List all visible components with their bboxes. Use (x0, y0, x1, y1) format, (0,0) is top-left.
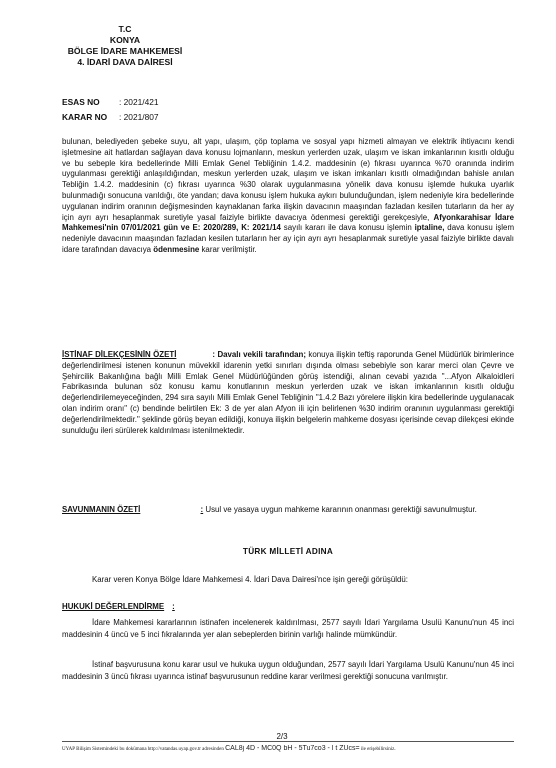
case-numbers (62, 97, 262, 123)
istinaf-paragraph (62, 350, 514, 436)
hukuki-paragraph-2 (62, 659, 514, 683)
karar-veren-line: Karar veren Konya Bölge İdare Mahkemesi 4. İdari Dava Dairesi'nce işin gereği görüşüldü: (92, 575, 408, 584)
p1-text3: dava konusu işlem nedeniyle davacının maaşından fazladan kesilen tutarların her ay için ayrı ayrı hesaplanmak suretiyle yasal faiziyle birlikte davalı idare tarafından davacıya (62, 223, 515, 254)
hukuki-heading-text: HUKUKİ DEĞERLENDİRME (62, 602, 165, 611)
savunma-paragraph (62, 505, 514, 516)
p1-text2: sayılı kararı ile dava konusu işlemin (280, 223, 415, 233)
istinaf-party: Davalı vekili tarafından; (217, 350, 306, 359)
istinaf-heading: İSTİNAF DİLEKÇESİNİN ÖZETİ (62, 350, 177, 359)
karar-row (62, 112, 262, 123)
hukuki-paragraph-1 (62, 617, 514, 641)
hukuki-colon: : (172, 602, 175, 611)
p1-text: bulunan, belediyeden şebeke suyu, alt yapı, ulaşım, çöp toplama ve sosyal yapı hizmeti almayan ve elektrik ihtiyacını kendi işletmesine ait hatlardan sağlayan dava konusu lojmanların, meskun yerlerden uzak, ulaşım ve iskan imkanlarının kısıtlı olduğu ve bu sebeple kira bedellerinde Milli Emlak Genel Tebliğinin 1.4.2. maddesinin (e) fıkrası uyarınca %70 oranında indirim uygulanması gerektiği anlaşıldığından, meskun yerlerden uzak, ulaşım ve iskan imkanları kısıtlı olmadığından bahisle anılan Tebliğin 1.4.2. maddesinin (c) fıkrası uyarınca %30 olarak uygulanmasına yönelik dava konusu işlemde hukuka uyarlık bulunmadığı sonucuna varıldığı, öte yandan; dava konusu işlem hukuka aykırı bulunduğundan, işlem nedeniyle kira bedellerinde uygulanan indirim oranının değişmesinden kaynaklanan farka ilişkin davacının maaşından fazladan kesilen tutarların da her ay için ayrı ayrı hesaplanmak suretiyle yasal faiziyle birlikte davacıya ödenmesi gerektiği gerekçesiyle, (62, 137, 514, 222)
istinaf-text: konuya ilişkin teftiş raporunda Genel Müdürlük birimlerince değerlendirilmesi istenen konunun müvekkil idarenin yetki sınırları dışında olması sebebiyle son karar merci olan Çevre ve Şehircilik Bakanlığına bağlı Milli Emlak Genel Müdürlüğünden görüş istendiği, alınan cevabi yazıda "...Afyon Alkaloidleri Fabrikasında bulunan söz konusu kamu konutlarının meskun yerlerden uzak ve iskan imkanlarının kısıtlı olduğu değerlendirilemeyeceğinden, 294 sıra sayılı Milli Emlak Genel Tebliğinin "1.4.2 Bazı yörelere ilişkin kira bedellerinde uygulanacak olan indirim oranı" (c) bendinde belirtilen Ek: 3 de yer alan Afyon ili için belirlenen %30 indirim oranının uygulanması gerektiği değerlendirilmektedir." şeklinde görüş beyan edildiği, konuya ilişkin belgelerin mahkeme dosyası içerisinde cevap dilekçesi ekinde sunulduğu ileri sürülerek kaldırılması istenilmektedir. (62, 350, 514, 435)
hukuki-p1: İdare Mahkemesi kararlarının istinafen incelenerek kaldırılması, 2577 sayılı İdari Yargılama Usulü Kanunu'nun 45 inci maddesinin 4 üncü ve 5 inci fıkralarında yer alan sebeplerden birinin varlığı halinde mümkündür. (62, 618, 514, 639)
footer-text-end: ile erişebilirsiniz. (360, 747, 396, 752)
footer-code: CAL8j 4D - MC0Q bH - 5Tu7co3 - l t ZUcs= (225, 745, 360, 752)
esas-row (62, 97, 262, 108)
savunma-heading: SAVUNMANIN ÖZETİ (62, 505, 141, 514)
header-city: KONYA (109, 35, 141, 45)
p1-text4: karar verilmiştir. (199, 244, 257, 254)
hukuki-p2: İstinaf başvurusuna konu karar usul ve hukuka uygun olduğundan, 2577 sayılı İdari Yargılama Usulü Kanunu'nun 45 inci maddesinin 3 üncü fıkrası uyarınca istinaf başvurusunun reddine karar verilmesi gerektiği sonucuna varılmıştır. (62, 660, 514, 681)
footer-rule (62, 741, 514, 742)
header-chamber: 4. İDARİ DAVA DAİRESİ (77, 57, 173, 67)
p1-court-ref: Afyonkarahisar İdare Mahkemesi'nin 07/01/2021 gün ve E: 2020/289, K: 2021/14 (62, 212, 514, 233)
istinaf-colon: : (212, 350, 216, 359)
esas-value: : 2021/421 (119, 97, 159, 107)
intro-paragraph (62, 137, 514, 256)
esas-label: ESAS NO (62, 97, 100, 107)
footer-note (62, 745, 514, 752)
karar-label: KARAR NO (62, 112, 108, 122)
savunma-text: Usul ve yasaya uygun mahkeme kararının onanması gerektiği savunulmuştur. (203, 505, 477, 514)
header-court: BÖLGE İDARE MAHKEMESİ (67, 46, 183, 56)
savunma-colon: : (200, 505, 204, 514)
p1-odenmesine: ödenmesine (153, 244, 200, 254)
header-tc: T.C (118, 24, 132, 34)
karar-value: : 2021/807 (119, 112, 159, 122)
court-header (50, 24, 200, 68)
hukuki-heading (62, 602, 362, 613)
p1-iptal: iptaline, (414, 223, 445, 233)
page-number: 2/3 (276, 732, 288, 741)
footer-text: UYAP Bilişim Sistemindeki bu dokümana http://vatandas.uyap.gov.tr adresinden (62, 747, 224, 752)
turk-milleti-title: TÜRK MİLLETİ ADINA (242, 547, 334, 556)
